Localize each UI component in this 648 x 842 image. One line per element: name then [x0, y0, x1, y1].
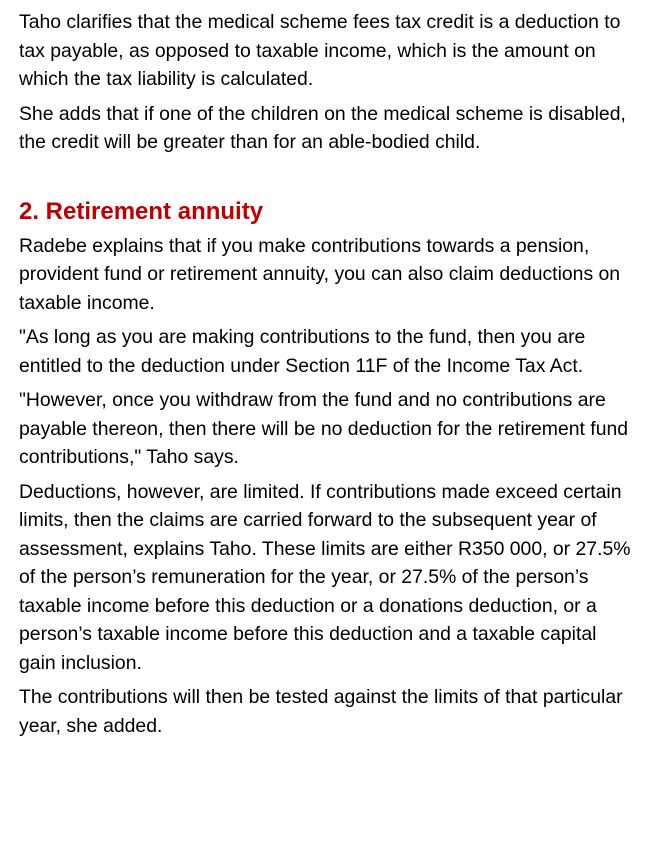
article-body — [19, 8, 631, 746]
paragraph-tested-limits: The contributions will then be tested against the limits of that particular year, she added. — [19, 686, 623, 737]
paragraph-section-11f: "As long as you are making contributions to the fund, then you are entitled to the deduction under Section 11F of the Income Tax Act. — [19, 326, 586, 377]
paragraph-deduction-limits: Deductions, however, are limited. If contributions made exceed certain limits, then the claims are carried forward to the subsequent year of assessment, explains Taho. These limits are either R350 000, or 27.5% of the person’s remuneration for the year, or 27.5% of the person’s taxable income before this deduction or a donations deduction, or a person’s taxable income before this deduction and a taxable capital gain inclusion. — [19, 480, 631, 674]
paragraph-contributions: Radebe explains that if you make contributions towards a pension, provident fund or retirement annuity, you can also claim deductions on taxable income. — [19, 234, 621, 314]
section-heading-retirement-annuity: 2. Retirement annuity — [19, 197, 264, 225]
intro-paragraph-disabled-child: She adds that if one of the children on the medical scheme is disabled, the credit will be greater than for an able-bodied child. — [19, 102, 626, 153]
intro-paragraph-tax-credit: Taho clarifies that the medical scheme fees tax credit is a deduction to tax payable, as opposed to taxable income, which is the amount on which the tax liability is calculated. — [19, 11, 621, 90]
paragraph-withdrawal: "However, once you withdraw from the fund and no contributions are payable thereon, then there will be no deduction for the retirement fund contributions," Taho says. — [19, 389, 629, 468]
